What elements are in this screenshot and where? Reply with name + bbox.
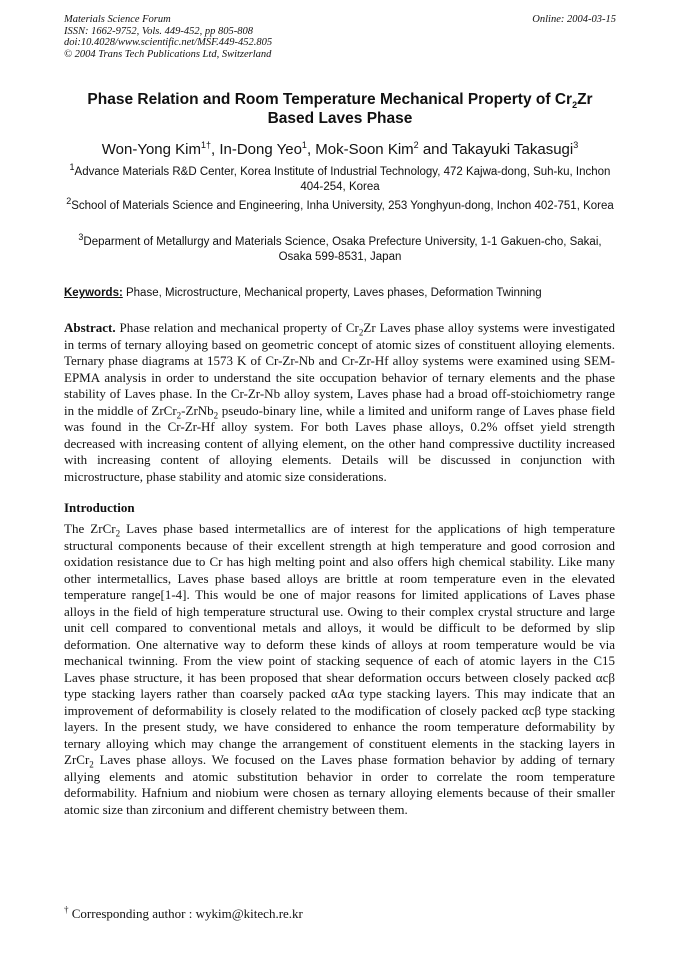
footnote-mark: † — [64, 904, 69, 915]
title-subscript: 2 — [572, 100, 578, 111]
journal-header — [64, 14, 616, 60]
footnote-text: Corresponding author : wykim@kitech.re.kr — [68, 906, 303, 921]
author-name: In-Dong Yeo — [219, 141, 302, 158]
subscript: 2 — [176, 410, 182, 421]
intro-text: The ZrCr — [64, 521, 116, 536]
footnote — [64, 906, 303, 922]
affiliation-mark: 3 — [78, 232, 84, 243]
affiliation-1 — [64, 162, 616, 194]
author-name: Won-Yong Kim — [101, 141, 201, 158]
subscript: 2 — [115, 528, 121, 539]
abstract-text: pseudo-binary line, while a limited and uniform range of Laves phase field was found in the Cr-Zr-Hf alloy system. For both Laves phase alloys, 0.2% offset yield strength decreased with increasing content of allying element, on the other hand compressive ductility increased with increasing content of alloying elements. Details will be discussed in conjunction with microstructure, phase stability and atomic size considerations. — [64, 402, 615, 484]
intro-text: Laves phase alloys. We focused on the Laves phase formation behavior by adding of ternary allying elements and atomic substitution behavior in order to correlate the room temperature deformability. Hafnium and niobium were chosen as ternary alloying elements because of their smaller atomic size than zirconium and different chemistry between them. — [64, 752, 615, 817]
affiliation-text: School of Materials Science and Engineering, Inha University, 253 Yonghyun-dong, Inchon 402-751, Korea — [71, 200, 614, 212]
affiliation-mark: 1 — [69, 162, 75, 173]
author-list — [60, 141, 620, 159]
affiliation-2 — [64, 196, 616, 214]
subscript: 2 — [213, 410, 219, 421]
author-affil-mark: 3 — [573, 140, 579, 150]
journal-name: Materials Science Forum — [64, 14, 171, 25]
title-line2: Based Laves Phase — [267, 110, 413, 127]
subscript: 2 — [358, 327, 364, 338]
issn-line: ISSN: 1662-9752, Vols. 449-452, pp 805-808 — [64, 25, 253, 37]
section-heading-introduction: Introduction — [64, 500, 135, 515]
introduction-body — [64, 521, 615, 818]
doi-line[interactable]: doi:10.4028/www.scientific.net/MSF.449-452.805 — [64, 37, 273, 48]
affiliation-3 — [64, 232, 616, 264]
author-name: Takayuki Takasugi — [451, 141, 574, 158]
affiliation-mark: 2 — [66, 196, 72, 207]
affiliation-text: Advance Materials R&D Center, Korea Institute of Industrial Technology, 472 Kajwa-dong, Suh-ku, Inchon 404-254, Korea — [74, 166, 611, 193]
abstract — [64, 320, 615, 485]
subscript: 2 — [89, 759, 94, 770]
intro-text: Laves phase based intermetallics are of interest for the applications of high temperature structural components because of their excellent strength at high temperature and good corrosion and oxidation resistance due to Cr has high melting point and also offers high chemical stability. Like many other intermetallics, Laves phase based alloys are brittle at room temperature even in the elevated temperature range[1-4]. This would be one of major reasons for limited applications of Laves phase alloys in the field of high temperature structural use. Owing to their complex crystal structure and large unit cell compared to conventional metals and alloys, it would be difficult to be deformed by slip deformation. One alternative way to deform these kinds of alloys at room temperature would be via mechanical twinning. From the view point of stacking sequence of each of atomic layers in the C15 Laves phase structure, it has been proposed that shear deformation occurs between closely packed αcβ type stacking layers rather than coarsely packed αAα type stacking layers. This may indicate that an improvement of deformability is closely related to the modification of closely packed αcβ type stacking layers. In the present study, we have considered to enhance the room temperature deformability by ternary alloying which may change the arrangement of constituent elements in the stacking layers in ZrCr — [64, 521, 616, 767]
author-affil-mark: 1 — [301, 140, 307, 150]
online-date: Online: 2004-03-15 — [532, 14, 616, 25]
abstract-text: -ZrNb — [181, 402, 214, 418]
copyright-line: © 2004 Trans Tech Publications Ltd, Switzerland — [64, 48, 272, 60]
affiliation-text: Deparment of Metallurgy and Materials Science, Osaka Prefecture University, 1-1 Gakuen-cho, Sakai, Osaka 599-8531, Japan — [83, 236, 602, 263]
author-separator: , — [306, 141, 316, 158]
keywords-label: Keywords: — [64, 287, 123, 299]
author-affil-mark: 2 — [413, 140, 419, 150]
title-line1: Phase Relation and Room Temperature Mechanical Property of Cr — [87, 91, 573, 108]
author-affil-mark: 1† — [200, 140, 211, 150]
title-line1-end: Zr — [577, 91, 593, 108]
paper-title — [60, 90, 620, 128]
author-separator: , — [211, 141, 220, 158]
abstract-label: Abstract. — [64, 320, 116, 335]
keywords — [64, 286, 624, 300]
author-name: Mok-Soon Kim — [315, 141, 414, 158]
abstract-text: Phase relation and mechanical property of Cr — [115, 320, 359, 335]
author-separator: and — [418, 141, 452, 158]
abstract-text: Zr Laves phase alloy systems were investigated in terms of ternary alloying based on geometric concept of atomic sizes of constituent alloying elements. Ternary phase diagrams at 1573 K of Cr-Zr-Nb and Cr-Zr-Hf alloy systems were examined using SEM-EPMA analysis in order to understand the site occupation behavior of ternary elements and the phase stability of Laves phase. In the Cr-Zr-Nb alloy system, Laves phase had a broad off-stoichiometry range in the middle of ZrCr — [64, 320, 616, 418]
keywords-text: Phase, Microstructure, Mechanical property, Laves phases, Deformation Twinning — [122, 287, 542, 299]
